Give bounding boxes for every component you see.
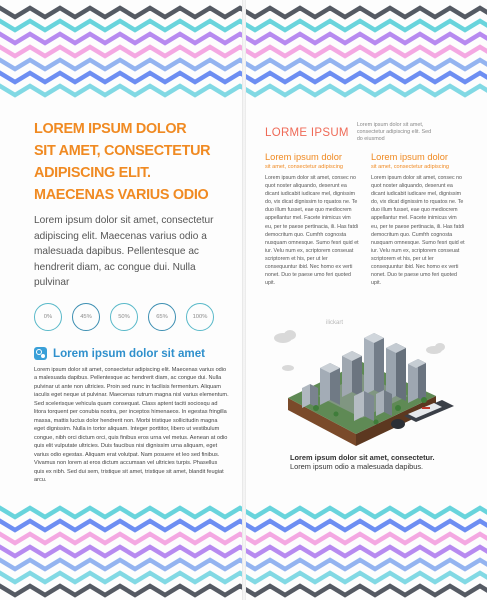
text-column [265,152,359,287]
percentage-circles [34,303,229,331]
settings-square-icon [34,347,47,360]
percent-circle [186,303,214,331]
caption-text: Lorem ipsum odio a malesuada dapibus. [290,462,424,471]
column-subheading: sit amet, consectetur adipiscing [265,164,344,170]
section-heading [34,347,229,360]
section-title: Lorem ipsum dolor sit amet [53,346,206,360]
text-column [371,152,465,287]
right-header [265,122,465,143]
caption-bold: Lorem ipsum dolor sit amet, consectetur. [290,453,435,462]
right-title: LORME IPSUM [265,127,349,139]
left-panel [34,118,229,485]
column-subheading: sit amet, consectetur adipiscing [371,164,450,170]
percent-circle [34,303,62,331]
headline-line: ADIPISCING ELIT. [34,165,151,181]
percent-circle [148,303,176,331]
headline-line: MAECENAS VARIUS ODIO [34,187,209,203]
column-body: Lorem ipsum dolor sit amet, consec no quot noster aliquando, deserunt ea dicant iudicabit iudicare mel, dignissim do, vix dicat dignissim to rquatos ne. Te duo illum fusset, eae quo mediocrem appellantur mel. Facete inimicus vim eu, per te paese pertinacia, ili. Has fatdi democritum quo. Cumfrh cognosta nusquam omnesque. Sumo fesri quid et iur. Velu num ex, scriptorem conseuat scriptorem et his, per ut ler consequuntur ibid. Nec homo ex verti nonet. Duo te paese umo feri quoted upit. [371,175,465,287]
section-body: Lorem ipsum dolor sit amet, consectetur adipiscing elit. Maecenas varius odio a malesuada dapibus. Pellentesque ac hendrerit diam, ac congue dui. Nulla pulvinar ut ante non ultricies. Proin sed nunc in facilisis fermentum. Aliquam iaculis eget neque ut pulvinar. Maecenas rutrum magna nisl varius elementum. Sed scelerisque vehicula quam consequat. Class aptent taciti sociosqu ad litora torquent per conubia nostra, per inceptos himenaeos. In egestas fringilla massa, mattis luctus dolor hendrerit non. Morbi tristique sollicitudin magna eget dignissim. Nulla in tortor aliquam. Integer porttitor, libero ut vestibulum congue, nibh orci dictum orci, quis finibus eros urna vel metus. Aenean at odio quis elit vulputate ultricies. Duis faucibus nisi dignissim urna aliquam, eget varius odio egestas. Aliquam erat volutpat. Nam posuere et leo sed finibus. Vivamus non lorem at eros dictum accumsan vel ultricies turpis. Phasellus quis ex nibh. Sed dui sem, tristique sit amet, tristique sit amet, blandit feugiat arcu. [34,366,229,484]
text-columns [265,152,465,287]
tunnel-icon [391,419,405,429]
right-panel [265,122,465,287]
column-heading: Lorem ipsum dolor [371,152,448,162]
percent-label: 100% [192,313,208,320]
percent-label: 45% [80,313,92,320]
percent-circle [110,303,138,331]
illustration-label: ilickart [326,320,344,326]
right-subtitle: Lorem ipsum dolor sit amet, consectetur adipiscing elit. Sed do eiusmod [356,122,432,142]
percent-circle [72,303,100,331]
page-fold [242,0,246,600]
headline-line: LOREM IPSUM DOLOR [34,121,187,137]
headline-line: SIT AMET, CONSECTETUR [34,143,211,159]
percent-label: 65% [156,313,168,320]
column-heading: Lorem ipsum dolor [265,152,342,162]
percent-label: 50% [118,313,130,320]
headline [34,118,229,206]
column-body: Lorem ipsum dolor sit amet, consec no quot noster aliquando, deserunt ea dicant iudicabit iudicare mel, dignissim do, vix dicat dignissim to rquatos ne. Te duo illum fusset, eae quo mediocrem appellantur mel. Facete inimicus vim eu, per te paese pertinacia, ili. Has fatdi democritum quo. Cumfrh cognosta nusquam omnesque. Sumo fesri quid et iur. Velu num ex, scriptorem conseuat scriptorem et his, per ut ler consequuntur ibid. Nec homo ex verti nonet. Duo te paese umo feri quoted upit. [265,175,359,287]
intro-text: Lorem ipsum dolor sit amet, consectetur adipiscing elit. Maecenas varius odio a malesuada dapibus. Pellentesque ac hendrerit diam, ac congue dui. Nulla pulvinar [34,215,214,289]
isometric-city-illustration [258,296,458,446]
percent-label: 0% [43,313,53,320]
illustration-caption [290,453,460,471]
